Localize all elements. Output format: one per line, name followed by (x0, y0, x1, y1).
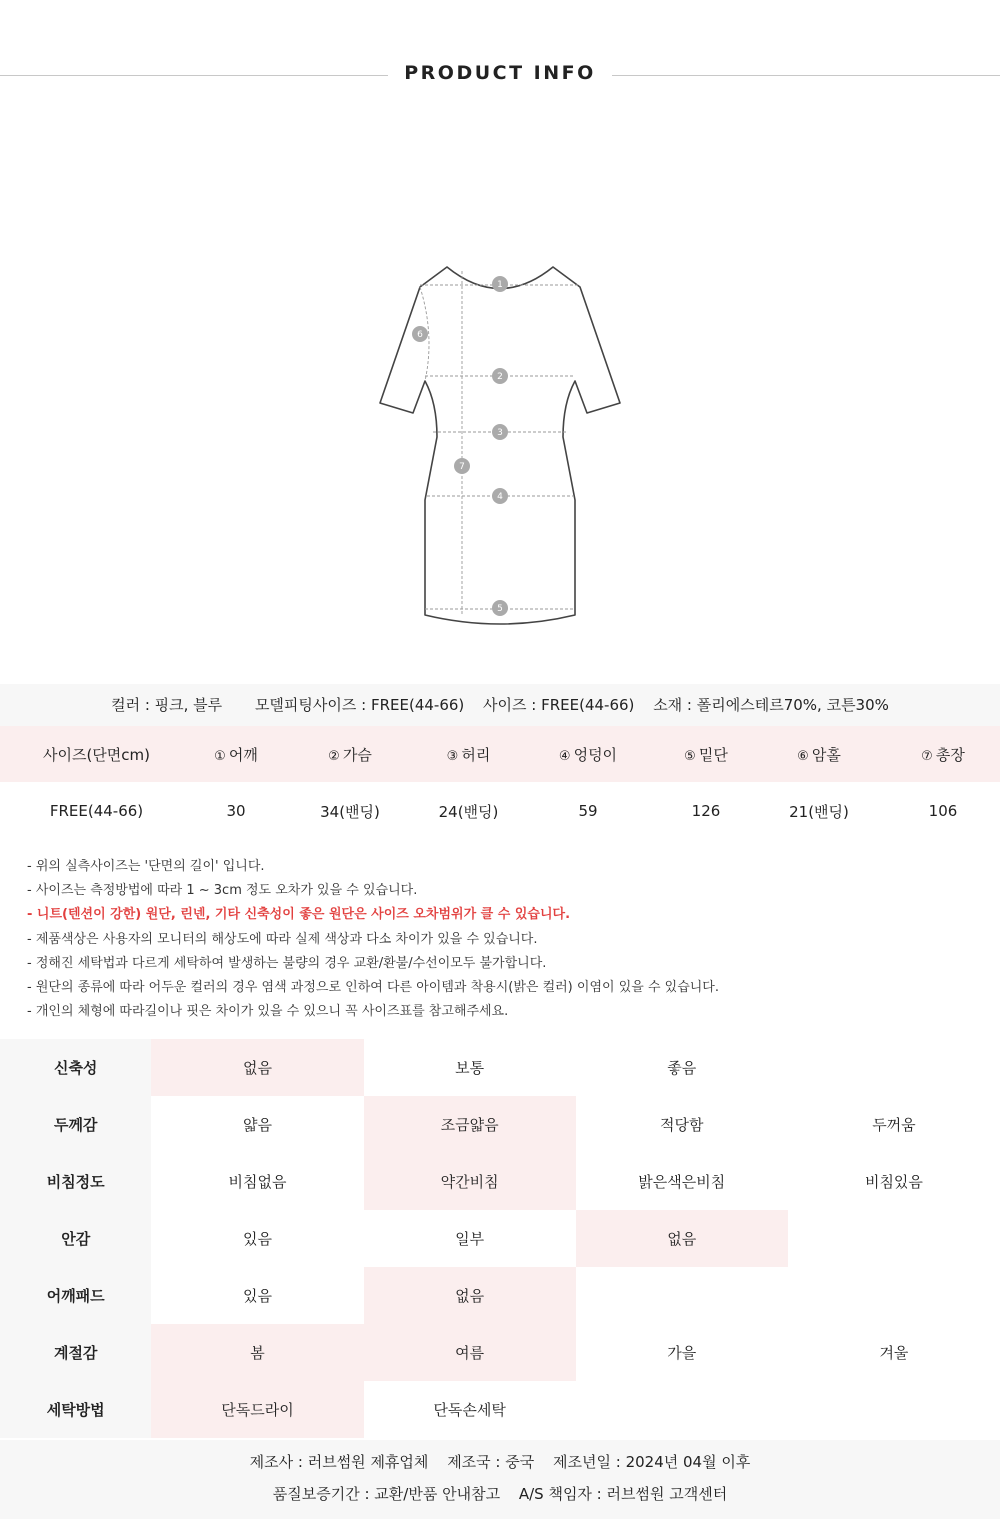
attr-option (788, 1381, 1000, 1438)
size-header-chest: ② 가슴 (328, 745, 372, 764)
attr-option: 얇음 (242, 1116, 272, 1134)
note-item: - 사이즈는 측정방법에 따라 1 ~ 3cm 정도 오차가 있을 수 있습니다. (27, 883, 418, 899)
attr-option: 비침있음 (864, 1173, 923, 1191)
section-header (0, 56, 1000, 96)
size-value-armhole: 21(밴딩) (789, 802, 849, 821)
attr-row-thickness (0, 1096, 1000, 1153)
size-header-armhole: ⑥ 암홀 (797, 745, 841, 764)
marker-6-label: 6 (417, 330, 423, 340)
size-value-length: 106 (928, 802, 958, 820)
attr-option (788, 1039, 1000, 1096)
attr-label: 어깨패드 (0, 1267, 151, 1324)
attr-label: 안감 (0, 1210, 151, 1267)
footer-line-1 (0, 1446, 1000, 1478)
attr-option: 없음 (576, 1210, 788, 1267)
footer-line-2 (0, 1478, 1000, 1510)
attr-option: 없음 (151, 1039, 363, 1096)
header-divider-right (612, 75, 1000, 76)
attr-option (576, 1381, 788, 1438)
model-size-spec: 모델피팅사이즈 : FREE(44-66) (254, 696, 465, 714)
as-info: A/S 책임자 : 러브썸원 고객센터 (518, 1485, 728, 1503)
size-value-hem: 126 (691, 802, 721, 820)
attr-option (576, 1267, 788, 1324)
note-item-warning: - 니트(텐션이 강한) 원단, 린넨, 기타 신축성이 좋은 원단은 사이즈 오차범위가 클 수 있습니다. (27, 907, 571, 923)
attr-row-shoulder-pad (0, 1267, 1000, 1324)
attr-option: 있음 (242, 1287, 272, 1305)
note-item: - 정해진 세탁법과 다르게 세탁하여 발생하는 불량의 경우 교환/환불/수선이모두 불가합니다. (27, 955, 547, 971)
marker-4-label: 4 (497, 492, 503, 502)
attr-option (788, 1210, 1000, 1267)
size-header-waist: ③ 허리 (446, 745, 491, 764)
attribute-table (0, 1039, 1000, 1438)
size-header-size: 사이즈(단면cm) (42, 745, 150, 764)
attr-option: 조금얇음 (364, 1096, 576, 1153)
size-spec: 사이즈 : FREE(44-66) (483, 696, 635, 714)
manufacture-date-info: 제조년일 : 2024년 04월 이후 (553, 1453, 751, 1471)
attr-option: 여름 (364, 1324, 576, 1381)
dress-outline (380, 267, 620, 624)
attr-option: 보통 (455, 1059, 485, 1077)
attr-row-season (0, 1324, 1000, 1381)
size-value-chest: 34(밴딩) (320, 802, 380, 821)
attr-option: 단독손세탁 (433, 1401, 506, 1419)
attr-option (788, 1267, 1000, 1324)
attr-option: 비침없음 (228, 1173, 287, 1191)
attr-option: 일부 (455, 1230, 485, 1248)
size-header-shoulder: ① 어깨 (214, 745, 258, 764)
size-value-hip: 59 (578, 802, 598, 820)
attr-option: 두꺼움 (872, 1116, 916, 1134)
size-value-size: FREE(44-66) (49, 802, 144, 820)
marker-2-label: 2 (497, 372, 503, 382)
material-spec: 소재 : 폴리에스테르70%, 코튼30% (653, 696, 889, 714)
color-spec: 컬러 : 핑크, 블루 (111, 696, 223, 714)
attr-option: 있음 (242, 1230, 272, 1248)
country-info: 제조국 : 중국 (447, 1453, 535, 1471)
marker-7-label: 7 (459, 462, 465, 472)
attr-option: 단독드라이 (151, 1381, 363, 1438)
attr-label: 비침정도 (0, 1153, 151, 1210)
attr-row-sheerness (0, 1153, 1000, 1210)
attr-label: 계절감 (0, 1324, 151, 1381)
size-value-waist: 24(밴딩) (438, 802, 499, 821)
warranty-info: 품질보증기간 : 교환/반품 안내참고 (272, 1485, 501, 1503)
page-title: PRODUCT INFO (404, 62, 596, 84)
attr-label: 세탁방법 (0, 1381, 151, 1438)
maker-info: 제조사 : 러브썸원 제휴업체 (249, 1453, 429, 1471)
marker-3-label: 3 (497, 428, 503, 438)
attr-row-stretch (0, 1039, 1000, 1096)
note-item: - 원단의 종류에 따라 어두운 컬러의 경우 염색 과정으로 인하여 다른 아이템과 착용시(밝은 컬러) 이염이 있을 수 있습니다. (27, 979, 720, 995)
attr-row-washing (0, 1381, 1000, 1438)
attr-option: 적당함 (660, 1116, 704, 1134)
note-item: - 개인의 체형에 따라길이나 핏은 차이가 있을 수 있으니 꼭 사이즈표를 참고해주세요. (27, 1004, 509, 1020)
marker-5-label: 5 (497, 604, 503, 614)
size-notes (27, 855, 987, 1024)
size-header-hip: ④ 엉덩이 (558, 745, 618, 764)
header-divider-left (0, 75, 388, 76)
attr-option: 겨울 (879, 1344, 909, 1362)
attr-option: 약간비침 (364, 1153, 576, 1210)
attr-option: 밝은색은비침 (638, 1173, 726, 1191)
marker-1-label: 1 (497, 280, 503, 290)
size-header-hem: ⑤ 밑단 (684, 745, 728, 764)
size-table-row (0, 782, 1000, 840)
manufacturer-info (0, 1440, 1000, 1519)
attr-label: 신축성 (0, 1039, 151, 1096)
attr-option: 좋음 (667, 1059, 697, 1077)
attr-option: 봄 (151, 1324, 363, 1381)
size-table-header (0, 726, 1000, 782)
note-item: - 위의 실측사이즈는 '단면의 길이' 입니다. (27, 859, 265, 874)
attr-row-lining (0, 1210, 1000, 1267)
dress-measurement-diagram (365, 255, 635, 640)
size-value-shoulder: 30 (226, 802, 246, 820)
attr-label: 두께감 (0, 1096, 151, 1153)
spec-summary (0, 684, 1000, 726)
attr-option: 가을 (667, 1344, 697, 1362)
attr-option: 없음 (364, 1267, 576, 1324)
note-item: - 제품색상은 사용자의 모니터의 해상도에 따라 실제 색상과 다소 차이가 있을 수 있습니다. (27, 931, 538, 947)
size-header-length: ⑦ 총장 (921, 745, 965, 764)
